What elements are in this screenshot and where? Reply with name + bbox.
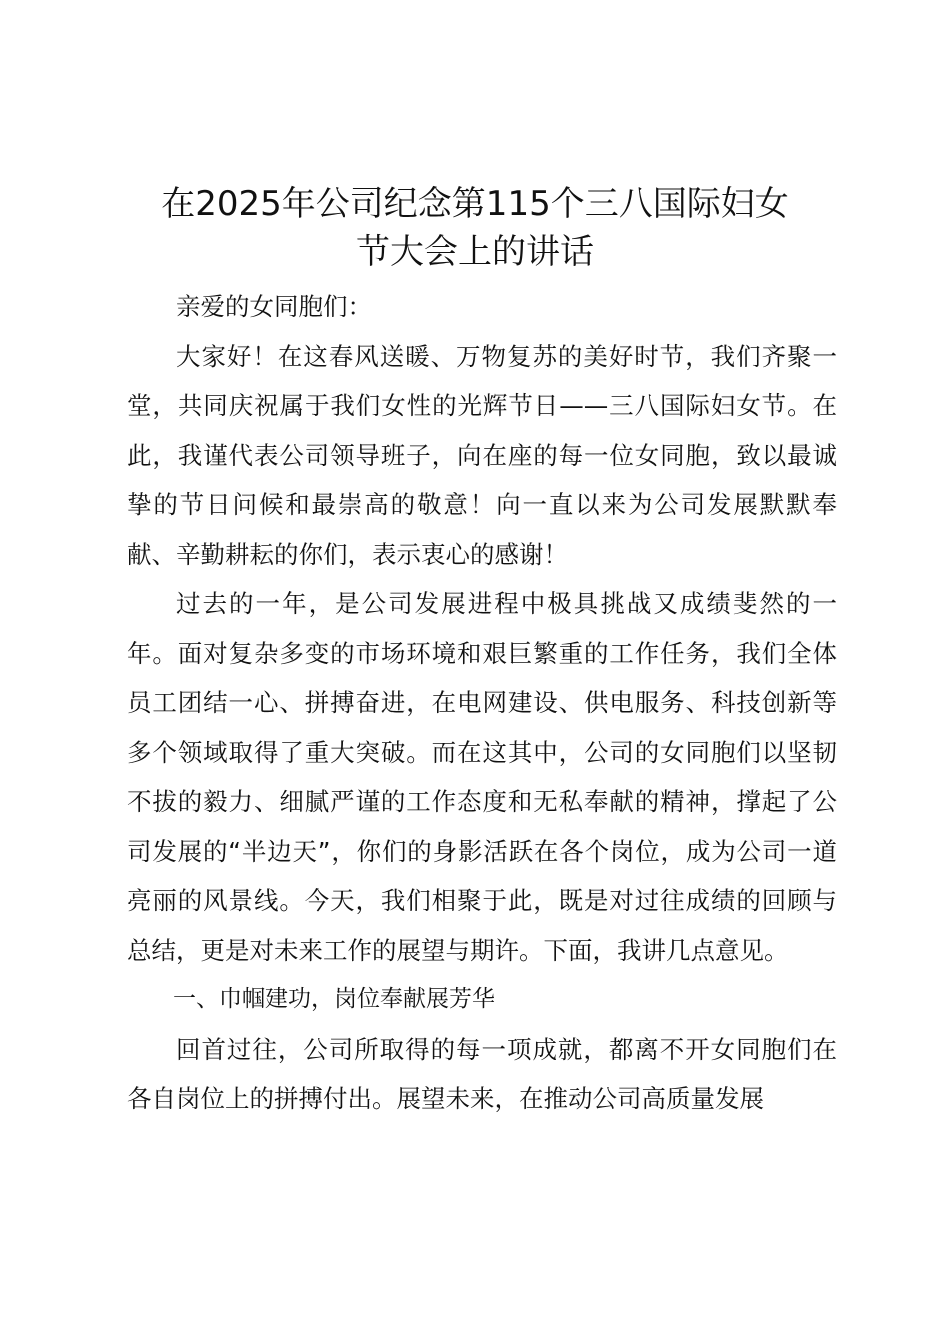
salutation: 亲爱的女同胞们： (176, 292, 372, 321)
document-title (120, 180, 830, 276)
document-body (127, 282, 837, 1124)
section-heading-1: 一、巾帼建功，岗位奉献展芳华 (173, 986, 495, 1012)
paragraph-review: 过去的一年，是公司发展进程中极具挑战又成绩斐然的一年。面对复杂多变的市场环境和艰巨繁重的工作任务，我们全体员工团结一心、拼搏奋进，在电网建设、供电服务、科技创新等多个领域取得了重大突破。而在这其中，公司的女同胞们以坚韧不拔的毅力、细腻严谨的工作态度和无私奉献的精神，撑起了公司发展的“半边天”，你们的身影活跃在各个岗位，成为公司一道亮丽的风景线。今天，我们相聚于此，既是对过往成绩的回顾与总结，更是对未来工作的展望与期许。下面，我讲几点意见。 (127, 589, 837, 965)
title-line-2: 节大会上的讲话 (356, 232, 594, 272)
paragraph-greeting: 大家好！在这春风送暖、万物复苏的美好时节，我们齐聚一堂，共同庆祝属于我们女性的光辉节日——三八国际妇女节。在此，我谨代表公司领导班子，向在座的每一位女同胞，致以最诚挚的节日问候和最崇高的敬意！向一直以来为公司发展默默奉献、辛勤耕耘的你们，表示衷心的感谢！ (127, 341, 837, 569)
title-line-1: 在2025年公司纪念第115个三八国际妇女 (161, 184, 789, 224)
paragraph-section-1: 回首过往，公司所取得的每一项成就，都离不开女同胞们在各自岗位上的拼搏付出。展望未来，在推动公司高质量发展 (127, 1034, 837, 1113)
